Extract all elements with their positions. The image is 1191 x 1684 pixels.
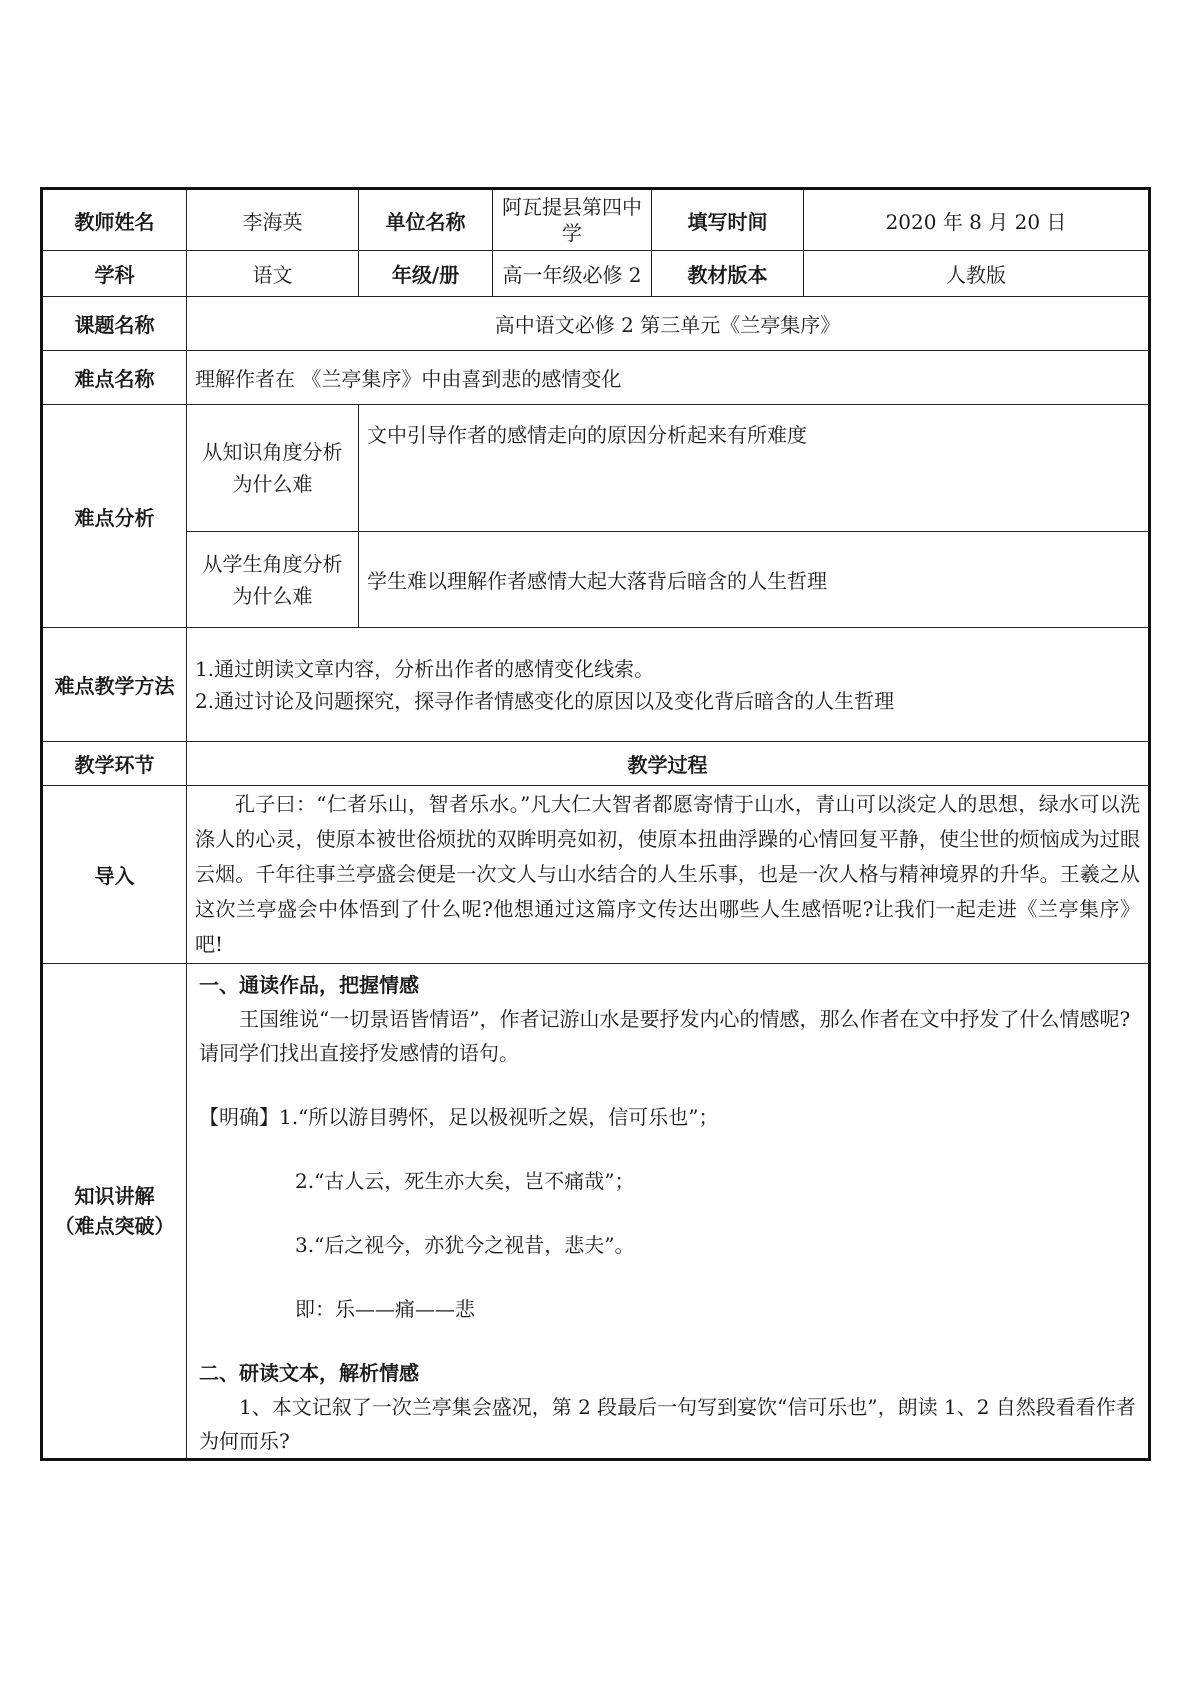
teacher-label: 教师姓名 — [42, 189, 187, 251]
row-knowledge — [42, 964, 1150, 1460]
date-value: 2020 年 8 月 20 日 — [804, 189, 1150, 251]
knowledge-label-line-1: 知识讲解 — [74, 1184, 155, 1208]
method-value — [187, 628, 1150, 742]
teacher-value: 李海英 — [187, 189, 359, 251]
edition-label: 教材版本 — [652, 251, 804, 297]
date-label: 填写时间 — [652, 189, 804, 251]
row-teacher-info — [42, 189, 1150, 251]
answer-1: 1.“所以游目骋怀，足以极视听之娱，信可乐也”； — [279, 1105, 719, 1129]
analysis-label: 难点分析 — [42, 405, 187, 628]
lesson-plan-table — [40, 187, 1151, 1461]
intro-label: 导入 — [42, 786, 187, 964]
student-angle-value: 学生难以理解作者感情大起大落背后暗含的人生哲理 — [359, 532, 1150, 628]
process-header: 教学过程 — [187, 742, 1150, 786]
grade-value: 高一年级必修 2 — [493, 251, 652, 297]
difficulty-value: 理解作者在 《兰亭集序》中由喜到悲的感情变化 — [187, 351, 1150, 405]
subject-label: 学科 — [42, 251, 187, 297]
subject-value: 语文 — [187, 251, 359, 297]
section-2-title: 二、研读文本，解析情感 — [199, 1361, 419, 1385]
unit-value: 阿瓦提县第四中学 — [493, 189, 652, 251]
row-method — [42, 628, 1150, 742]
intro-text: 孔子曰：“仁者乐山，智者乐水。”凡大仁大智者都愿寄情于山水，青山可以淡定人的思想，绿水可以洗涤人的心灵，使原本被世俗烦扰的双眸明亮如初，使原本扭曲浮躁的心情回复平静，使尘世的烦恼成为过眼云烟。千年往事兰亭盛会便是一次文人与山水结合的人生乐事，也是一次人格与精神境界的升华。王羲之从这次兰亭盛会中体悟到了什么呢?他想通过这篇序文传达出哪些人生感悟呢?让我们一起走进《兰亭集序》吧! — [187, 786, 1150, 964]
topic-value: 高中语文必修 2 第三单元《兰亭集序》 — [187, 297, 1150, 351]
answer-2: 2.“古人云，死生亦大矣，岂不痛哉”； — [295, 1169, 635, 1193]
section-1-text: 王国维说“一切景语皆情语”，作者记游山水是要抒发内心的情感，那么作者在文中抒发了什么情感呢?请同学们找出直接抒发感情的语句。 — [199, 1007, 1131, 1065]
row-subject-info — [42, 251, 1150, 297]
knowledge-angle-value: 文中引导作者的感情走向的原因分析起来有所难度 — [359, 405, 1150, 532]
topic-label: 课题名称 — [42, 297, 187, 351]
row-process-header — [42, 742, 1150, 786]
stage-header: 教学环节 — [42, 742, 187, 786]
grade-label: 年级/册 — [359, 251, 493, 297]
knowledge-label-line-2: （难点突破） — [54, 1214, 175, 1238]
answer-summary: 即：乐——痛——悲 — [295, 1297, 475, 1321]
method-line-2: 2.通过讨论及问题探究，探寻作者情感变化的原因以及变化背后暗含的人生哲理 — [195, 688, 895, 713]
method-label: 难点教学方法 — [42, 628, 187, 742]
row-topic — [42, 297, 1150, 351]
row-difficulty — [42, 351, 1150, 405]
knowledge-angle-label: 从知识角度分析为什么难 — [187, 405, 359, 532]
student-angle-label: 从学生角度分析为什么难 — [187, 532, 359, 628]
knowledge-content — [187, 964, 1150, 1460]
unit-label: 单位名称 — [359, 189, 493, 251]
answer-3: 3.“后之视今，亦犹今之视昔，悲夫”。 — [295, 1233, 635, 1257]
knowledge-label — [42, 964, 187, 1460]
method-line-1: 1.通过朗读文章内容，分析出作者的感情变化线索。 — [195, 656, 655, 681]
clear-prefix: 【明确】 — [199, 1105, 279, 1129]
row-intro — [42, 786, 1150, 964]
difficulty-label: 难点名称 — [42, 351, 187, 405]
clear-answer-1 — [199, 1100, 1138, 1134]
row-analysis-knowledge — [42, 405, 1150, 532]
section-1-title: 一、通读作品，把握情感 — [199, 973, 419, 997]
row-analysis-student — [42, 532, 1150, 628]
edition-value: 人教版 — [804, 251, 1150, 297]
section-2-text: 1、本文记叙了一次兰亭集会盛况，第 2 段最后一句写到宴饮“信可乐也”，朗读 1、2 自然段看看作者为何而乐? — [199, 1395, 1136, 1453]
